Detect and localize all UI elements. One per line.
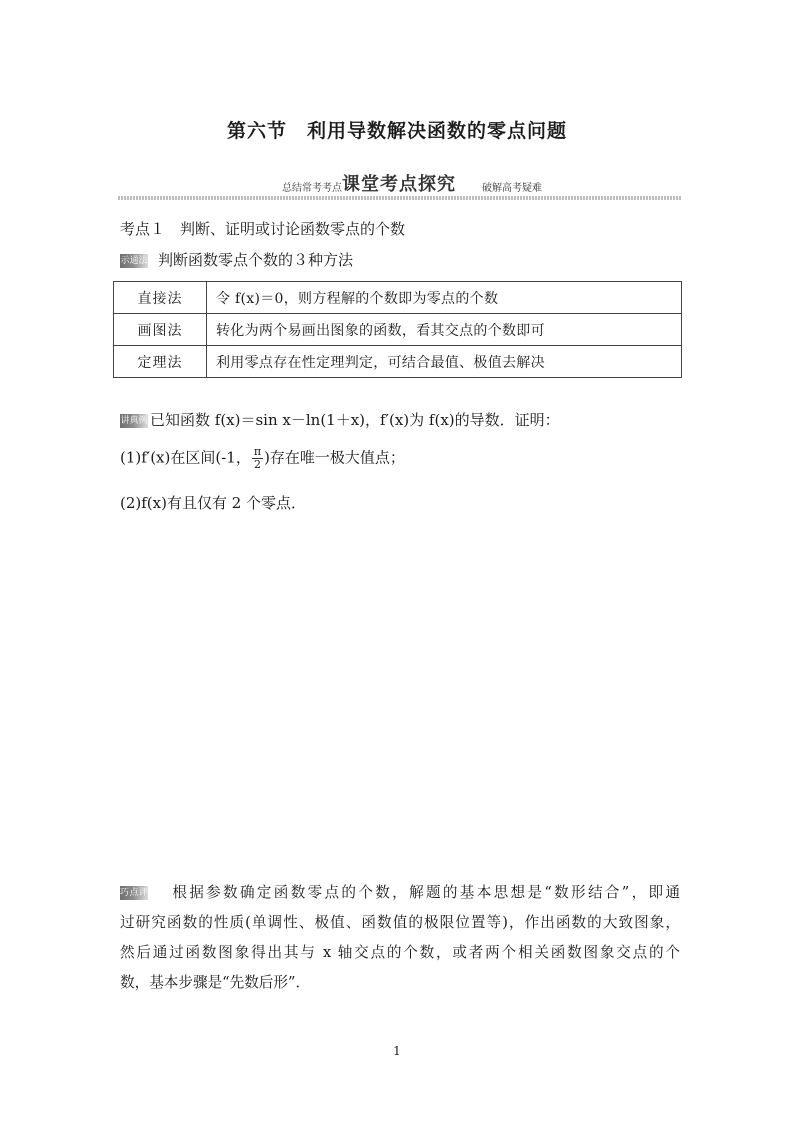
banner-divider bbox=[118, 196, 682, 200]
fraction-numerator: π bbox=[253, 445, 262, 458]
page-number: 1 bbox=[393, 1044, 401, 1058]
comment-block bbox=[120, 878, 680, 998]
question-1 bbox=[120, 446, 405, 471]
method-description: 利用零点存在性定理判定，可结合最值、极值去解决 bbox=[207, 346, 682, 378]
table-row bbox=[114, 314, 682, 346]
comment-line-1: 根据参数确定函数零点的个数，解题的基本思想是“数形结合”，即通 bbox=[170, 884, 680, 901]
method-title: 判断函数零点个数的３种方法 bbox=[158, 251, 354, 269]
method-name: 直接法 bbox=[114, 282, 207, 314]
section-banner bbox=[118, 170, 682, 200]
banner-left-text: 总结常考考点 bbox=[282, 183, 342, 194]
comment-line-4: 数，基本步骤是“先数后形”． bbox=[120, 974, 311, 991]
method-heading bbox=[120, 249, 353, 270]
example-text: 已知函数 f(x)＝sin x－ln(1＋x)，f′(x)为 f(x)的导数．证明： bbox=[150, 411, 560, 429]
table-row bbox=[114, 346, 682, 378]
methods-table bbox=[113, 281, 682, 378]
question-1-suffix: )存在唯一极大值点； bbox=[264, 448, 405, 467]
page-title: 第六节 利用导数解决函数的零点问题 bbox=[226, 120, 567, 142]
table-row bbox=[114, 282, 682, 314]
method-name: 画图法 bbox=[114, 314, 207, 346]
method-description: 转化为两个易画出图象的函数，看其交点的个数即可 bbox=[207, 314, 682, 346]
question-2: (2)f(x)有且仅有 2 个零点． bbox=[120, 494, 307, 512]
comment-line-2: 过研究函数的性质(单调性、极值、函数值的极限位置等)，作出函数的大致图象， bbox=[120, 914, 680, 931]
section-heading: 考点１ 判断、证明或讨论函数零点的个数 bbox=[120, 220, 406, 238]
method-name: 定理法 bbox=[114, 346, 207, 378]
example-statement bbox=[120, 409, 560, 430]
fraction-denominator: 2 bbox=[253, 458, 261, 471]
method-badge: 示通法 bbox=[120, 256, 148, 266]
banner-right-text: 破解高考疑难 bbox=[482, 183, 542, 194]
question-1-prefix: (1)f′(x)在区间(-1， bbox=[120, 448, 251, 467]
banner-title: 课堂考点探究 bbox=[342, 174, 456, 195]
pi-over-2-fraction bbox=[252, 446, 263, 471]
comment-line-3: 然后通过函数图象得出其与 x 轴交点的个数，或者两个相关函数图象交点的个 bbox=[120, 944, 680, 961]
example-badge: 讲典例 bbox=[120, 416, 148, 426]
comment-line bbox=[120, 878, 680, 908]
comment-badge: 巧点评 bbox=[120, 888, 148, 898]
method-description: 令 f(x)＝0，则方程解的个数即为零点的个数 bbox=[207, 282, 682, 314]
